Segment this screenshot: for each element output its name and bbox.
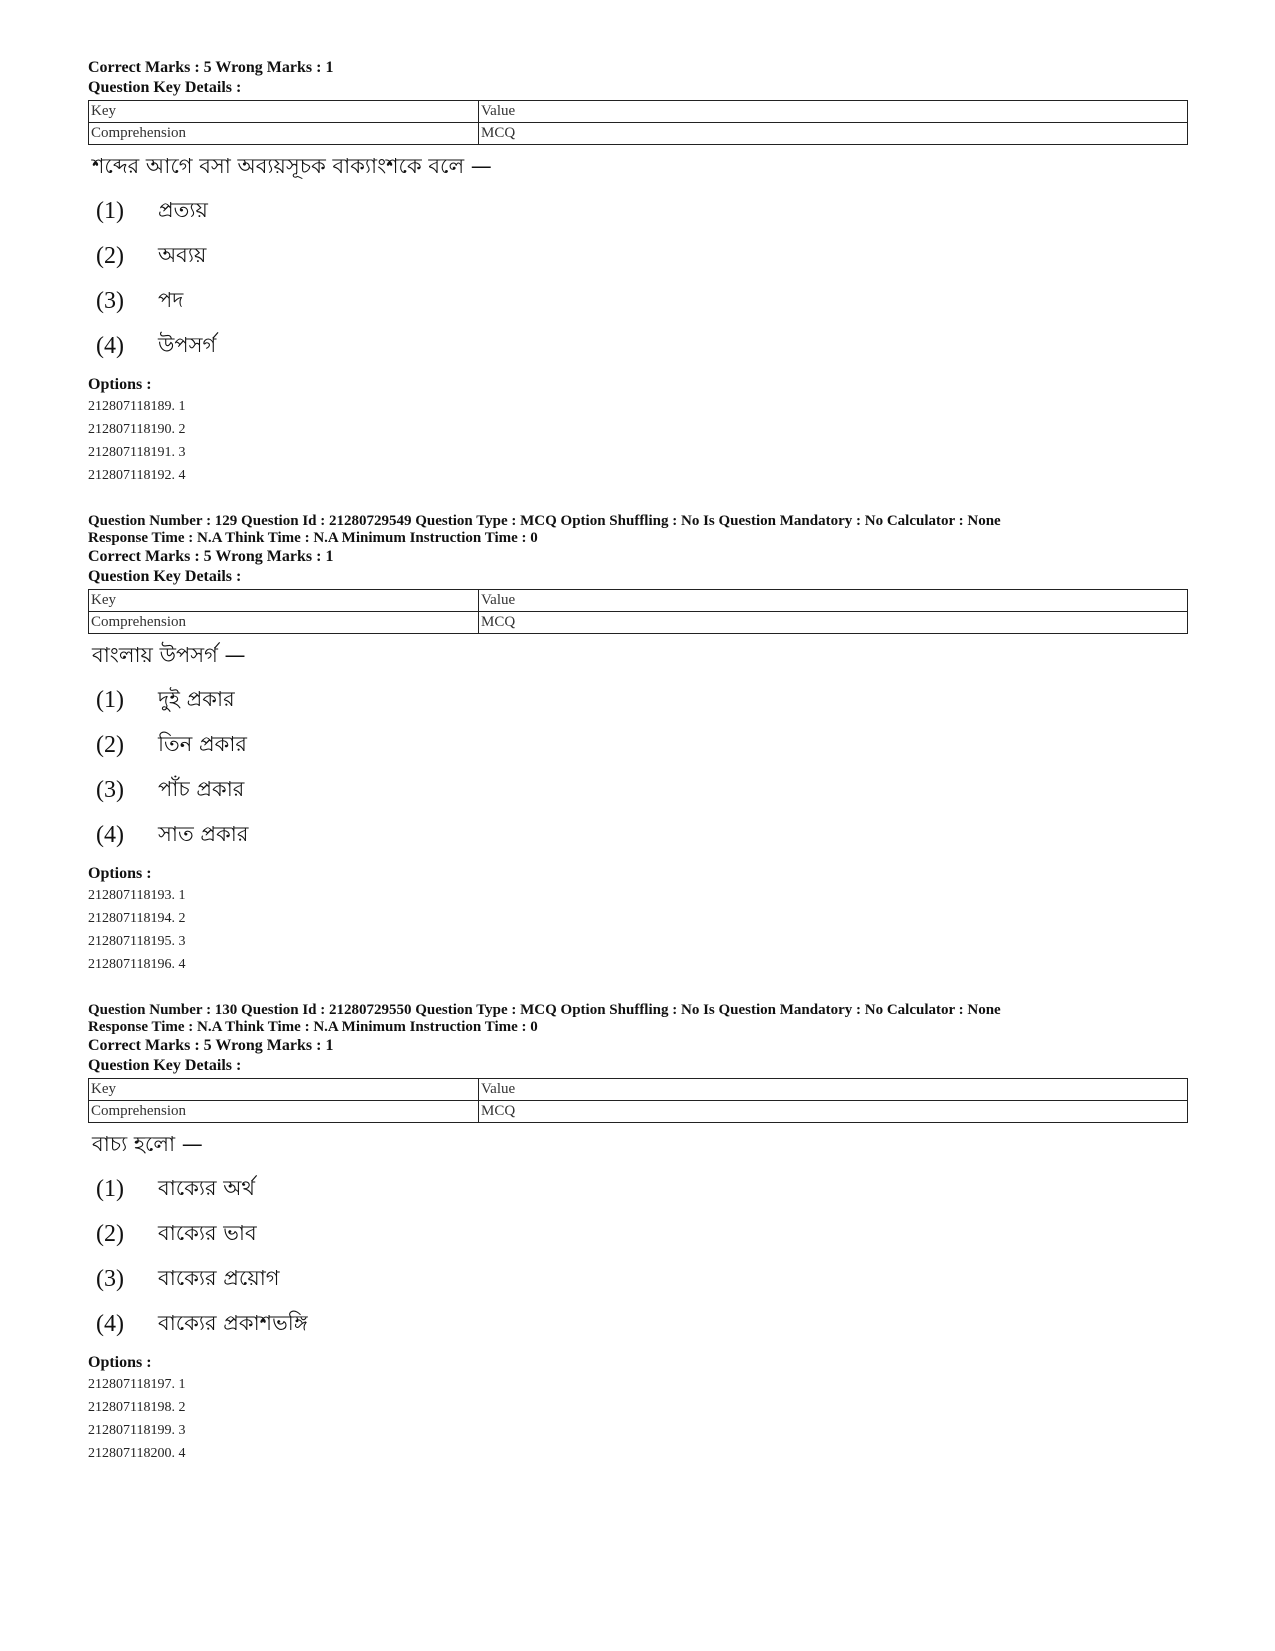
option-2 xyxy=(88,723,1188,768)
options-label: Options : xyxy=(88,865,152,882)
table-row xyxy=(89,123,1188,145)
option-id: 212807118200. 4 xyxy=(88,1446,186,1461)
option-text: পাঁচ প্রকার xyxy=(158,777,245,801)
option-number: (1) xyxy=(96,1176,124,1202)
key-details-table xyxy=(88,100,1188,145)
option-number: (4) xyxy=(96,1311,124,1337)
table-header-key: Key xyxy=(89,101,479,123)
table-cell-value: MCQ xyxy=(479,612,1188,634)
option-4 xyxy=(88,324,1188,369)
option-text: উপসর্গ xyxy=(158,333,217,357)
document-page xyxy=(88,58,1188,1465)
table-header-row xyxy=(89,1079,1188,1101)
option-number: (2) xyxy=(96,732,124,758)
option-number: (3) xyxy=(96,288,124,314)
table-header-value: Value xyxy=(479,1079,1188,1101)
option-text: দুই প্রকার xyxy=(158,687,235,711)
table-cell-value: MCQ xyxy=(479,123,1188,145)
option-text: বাক্যের অর্থ xyxy=(158,1176,256,1200)
key-details-label: Question Key Details : xyxy=(88,79,242,96)
question-stem: শব্দের আগে বসা অব্যয়সূচক বাক্যাংশকে বলে — xyxy=(92,154,492,178)
table-header-key: Key xyxy=(89,590,479,612)
option-1 xyxy=(88,678,1188,723)
option-number: (2) xyxy=(96,243,124,269)
option-id: 212807118191. 3 xyxy=(88,445,186,460)
question-stem: বাংলায় উপসর্গ — xyxy=(92,643,246,667)
question-block-128 xyxy=(88,58,1188,487)
option-id: 212807118196. 4 xyxy=(88,957,186,972)
table-cell-value: MCQ xyxy=(479,1101,1188,1123)
option-id: 212807118199. 3 xyxy=(88,1423,186,1438)
option-text: বাক্যের ভাব xyxy=(158,1221,257,1245)
marks-line: Correct Marks : 5 Wrong Marks : 1 xyxy=(88,59,334,76)
option-id: 212807118190. 2 xyxy=(88,422,186,437)
option-text: তিন প্রকার xyxy=(158,732,247,756)
option-number: (1) xyxy=(96,687,124,713)
marks-line: Correct Marks : 5 Wrong Marks : 1 xyxy=(88,1037,334,1054)
question-header-line2: Response Time : N.A Think Time : N.A Minimum Instruction Time : 0 xyxy=(88,530,538,546)
table-header-row xyxy=(89,590,1188,612)
option-4 xyxy=(88,1302,1188,1347)
key-details-label: Question Key Details : xyxy=(88,568,242,585)
table-row xyxy=(89,612,1188,634)
option-3 xyxy=(88,768,1188,813)
table-header-row xyxy=(89,101,1188,123)
table-cell-key: Comprehension xyxy=(89,612,479,634)
option-number: (3) xyxy=(96,777,124,803)
option-id: 212807118197. 1 xyxy=(88,1377,186,1392)
option-1 xyxy=(88,189,1188,234)
option-number: (4) xyxy=(96,333,124,359)
option-4 xyxy=(88,813,1188,858)
question-header-line2: Response Time : N.A Think Time : N.A Minimum Instruction Time : 0 xyxy=(88,1019,538,1035)
option-number: (1) xyxy=(96,198,124,224)
option-number: (3) xyxy=(96,1266,124,1292)
question-header-line1: Question Number : 129 Question Id : 21280729549 Question Type : MCQ Option Shuffling : No Is Question Mandatory : No Calculator : None xyxy=(88,513,1001,529)
table-header-key: Key xyxy=(89,1079,479,1101)
option-text: প্রত্যয় xyxy=(158,198,208,222)
option-2 xyxy=(88,1212,1188,1257)
table-cell-key: Comprehension xyxy=(89,123,479,145)
option-text: সাত প্রকার xyxy=(158,822,249,846)
option-text: বাক্যের প্রকাশভঙ্গি xyxy=(158,1311,308,1335)
option-1 xyxy=(88,1167,1188,1212)
table-header-value: Value xyxy=(479,101,1188,123)
option-3 xyxy=(88,279,1188,324)
key-details-table xyxy=(88,1078,1188,1123)
option-id: 212807118195. 3 xyxy=(88,934,186,949)
option-id: 212807118189. 1 xyxy=(88,399,186,414)
option-number: (4) xyxy=(96,822,124,848)
question-stem: বাচ্য হলো — xyxy=(92,1132,203,1156)
table-header-value: Value xyxy=(479,590,1188,612)
option-id: 212807118193. 1 xyxy=(88,888,186,903)
table-cell-key: Comprehension xyxy=(89,1101,479,1123)
option-2 xyxy=(88,234,1188,279)
table-row xyxy=(89,1101,1188,1123)
marks-line: Correct Marks : 5 Wrong Marks : 1 xyxy=(88,548,334,565)
option-text: অব্যয় xyxy=(158,243,207,267)
question-block-130 xyxy=(88,1002,1188,1465)
option-id: 212807118198. 2 xyxy=(88,1400,186,1415)
option-3 xyxy=(88,1257,1188,1302)
option-id: 212807118194. 2 xyxy=(88,911,186,926)
option-id: 212807118192. 4 xyxy=(88,468,186,483)
option-text: পদ xyxy=(158,288,184,312)
options-label: Options : xyxy=(88,1354,152,1371)
key-details-table xyxy=(88,589,1188,634)
key-details-label: Question Key Details : xyxy=(88,1057,242,1074)
option-text: বাক্যের প্রয়োগ xyxy=(158,1266,280,1290)
question-header-line1: Question Number : 130 Question Id : 21280729550 Question Type : MCQ Option Shuffling : No Is Question Mandatory : No Calculator : None xyxy=(88,1002,1001,1018)
option-number: (2) xyxy=(96,1221,124,1247)
options-label: Options : xyxy=(88,376,152,393)
question-block-129 xyxy=(88,513,1188,976)
